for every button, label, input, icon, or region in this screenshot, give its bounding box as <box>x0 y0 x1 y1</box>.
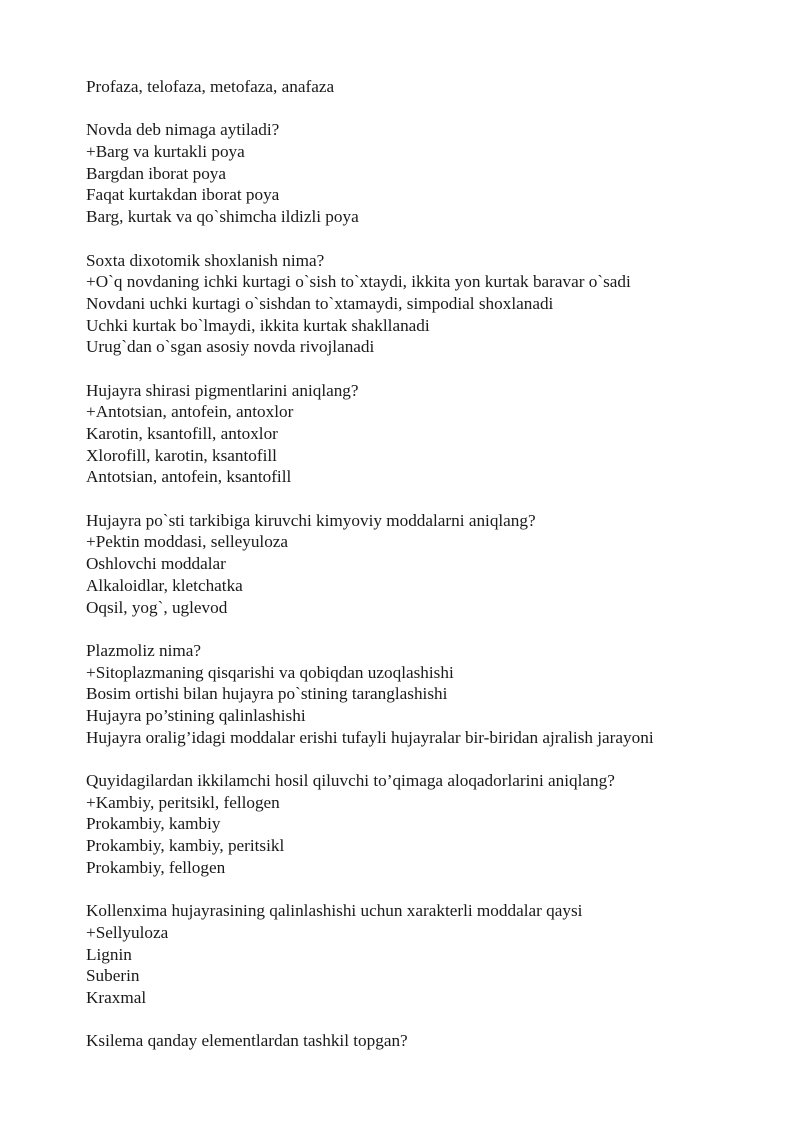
answer-option: Novdani uchki kurtagi o`sishdan to`xtamaydi, simpodial shoxlanadi <box>86 293 554 313</box>
question-text: Hujayra shirasi pigmentlarini aniqlang? <box>86 380 359 400</box>
question-text: Quyidagilardan ikkilamchi hosil qiluvchi to’qimaga aloqadorlarini aniqlang? <box>86 771 615 790</box>
answer-option: Alkaloidlar, kletchatka <box>86 575 243 595</box>
answer-option: Prokambiy, kambiy <box>86 814 221 834</box>
answer-option: Prokambiy, fellogen <box>86 857 226 877</box>
text-line: Profaza, telofaza, metofaza, anafaza <box>86 77 335 96</box>
answer-option: Antotsian, antofein, ksantofill <box>86 467 292 487</box>
answer-option: Lignin <box>86 944 132 964</box>
question-text: Ksilema qanday elementlardan tashkil topgan? <box>86 1031 408 1051</box>
question-block <box>86 770 766 878</box>
answer-correct: +Sitoplazmaning qisqarishi va qobiqdan uzoqlashishi <box>86 662 454 682</box>
answer-option: Faqat kurtakdan iborat poya <box>86 185 280 205</box>
answer-option: Bosim ortishi bilan hujayra po`stining taranglashishi <box>86 684 448 704</box>
answer-option: Oqsil, yog`, uglevod <box>86 597 228 617</box>
answer-correct: +Antotsian, antofein, antoxlor <box>86 402 294 422</box>
answer-option: Prokambiy, kambiy, peritsikl <box>86 836 285 856</box>
question-block <box>86 380 766 488</box>
text-block <box>86 76 766 98</box>
document-body <box>86 76 766 1074</box>
answer-option: Uchki kurtak bo`lmaydi, ikkita kurtak shakllanadi <box>86 315 430 335</box>
question-block <box>86 250 766 358</box>
question-text: Plazmoliz nima? <box>86 640 202 660</box>
answer-option: Bargdan iborat poya <box>86 163 227 183</box>
answer-option: Hujayra po’stining qalinlashishi <box>86 705 306 725</box>
question-block <box>86 900 766 1008</box>
question-text: Kollenxima hujayrasining qalinlashishi uchun xarakterli moddalar qaysi <box>86 901 583 921</box>
answer-option: Xlorofill, karotin, ksantofill <box>86 445 277 465</box>
question-block <box>86 640 766 748</box>
answer-correct: +Kambiy, peritsikl, fellogen <box>86 792 280 812</box>
answer-option: Urug`dan o`sgan asosiy novda rivojlanadi <box>86 337 375 357</box>
answer-option: Suberin <box>86 966 140 986</box>
question-block <box>86 510 766 618</box>
question-text: Hujayra po`sti tarkibiga kiruvchi kimyoviy moddalarni aniqlang? <box>86 510 536 530</box>
question-block <box>86 119 766 227</box>
answer-correct: +O`q novdaning ichki kurtagi o`sish to`xtaydi, ikkita yon kurtak baravar o`sadi <box>86 272 631 292</box>
answer-option: Karotin, ksantofill, antoxlor <box>86 424 278 443</box>
answer-option: Hujayra oralig’idagi moddalar erishi tufayli hujayralar bir-biridan ajralish jarayoni <box>86 727 654 747</box>
answer-correct: +Pektin moddasi, selleyuloza <box>86 532 289 552</box>
question-block <box>86 1030 766 1052</box>
question-text: Soxta dixotomik shoxlanish nima? <box>86 250 325 270</box>
question-text: Novda deb nimaga aytiladi? <box>86 120 280 140</box>
answer-option: Barg, kurtak va qo`shimcha ildizli poya <box>86 207 359 227</box>
answer-option: Oshlovchi moddalar <box>86 554 226 574</box>
answer-option: Kraxmal <box>86 987 147 1007</box>
answer-correct: +Barg va kurtakli poya <box>86 142 245 162</box>
answer-correct: +Sellyuloza <box>86 922 169 942</box>
